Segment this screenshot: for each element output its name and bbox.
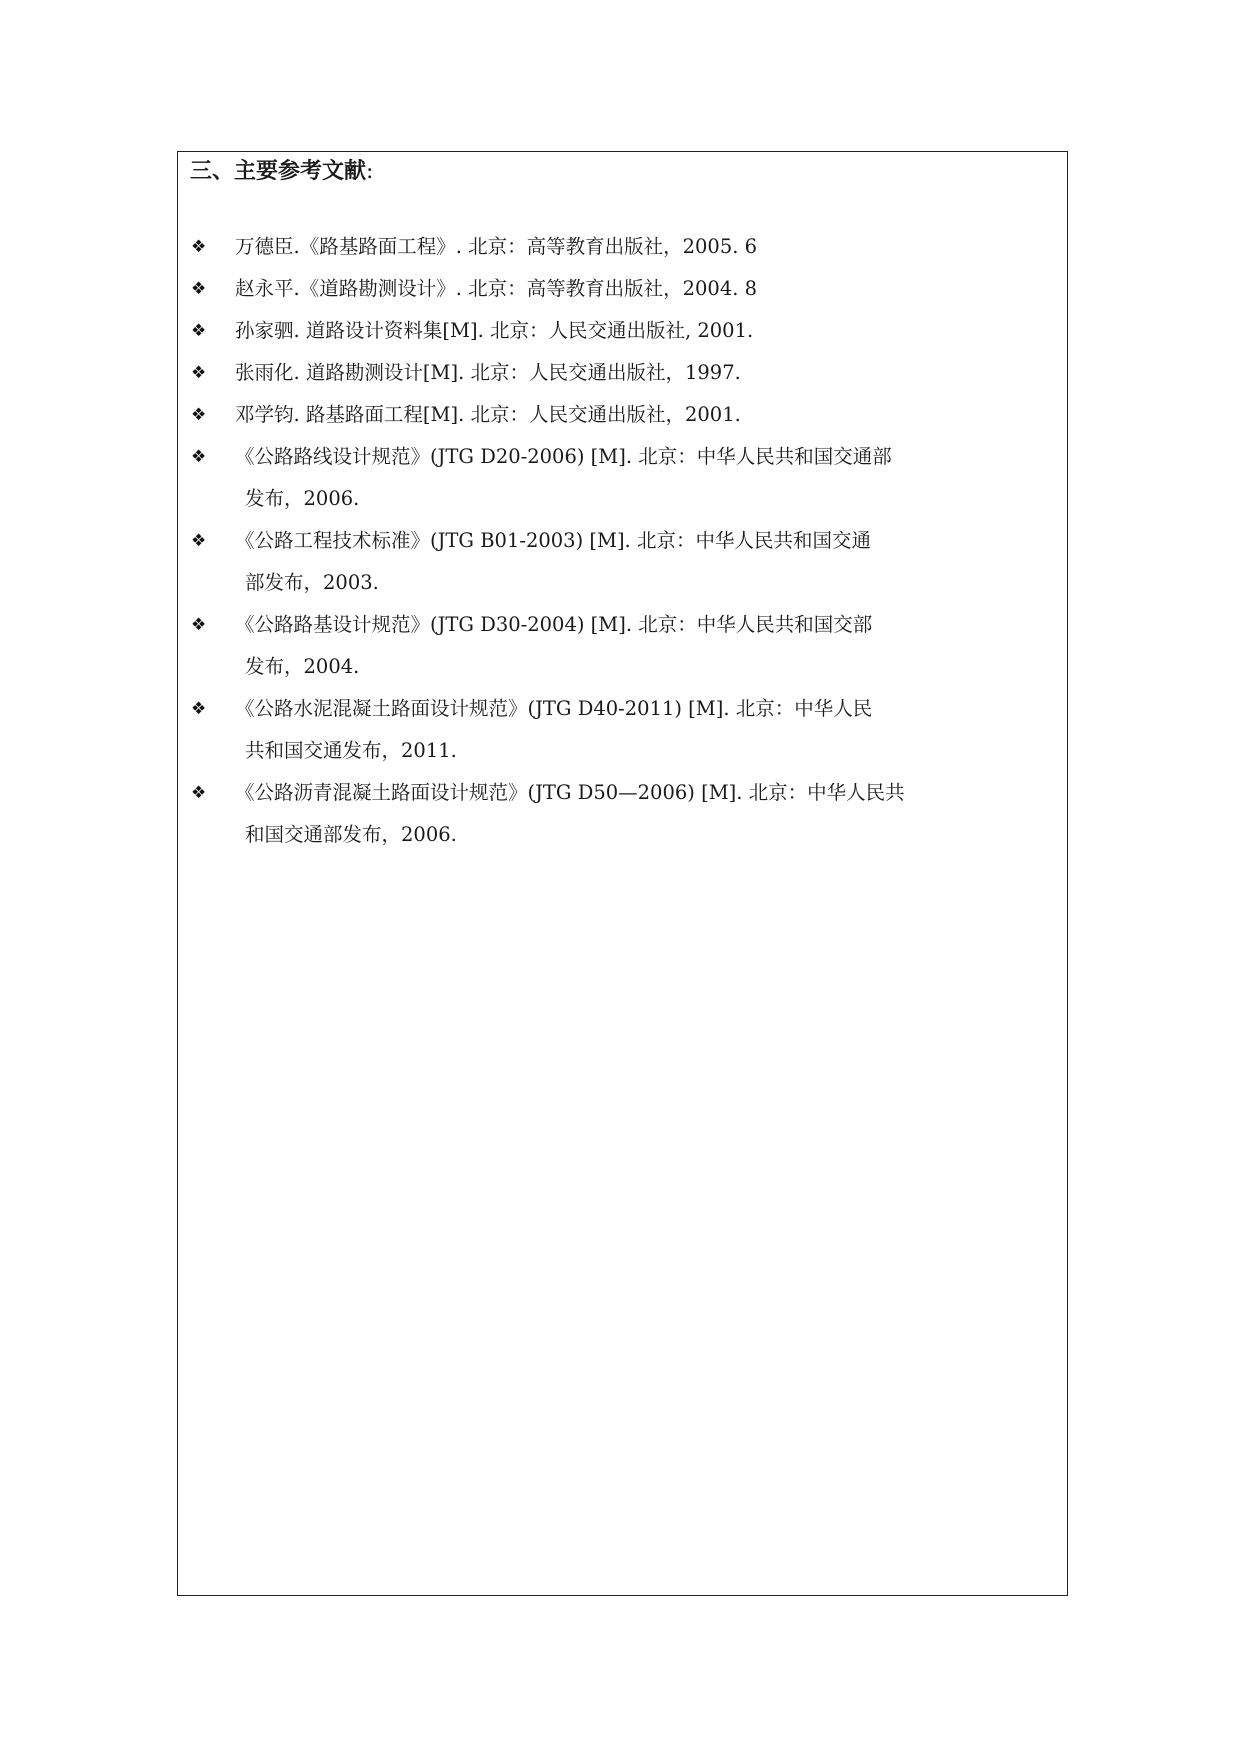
diamond-bullet-icon: ❖ xyxy=(191,237,207,257)
reference-list xyxy=(178,226,1067,856)
reference-item-7 xyxy=(178,520,1067,604)
diamond-bullet-icon: ❖ xyxy=(191,363,207,383)
reference-item-5 xyxy=(178,394,1067,436)
section-heading-colon: : xyxy=(366,159,374,184)
section-heading xyxy=(190,156,373,187)
reference-text: 万德臣.《路基路面工程》. 北京：高等教育出版社，2005. 6 xyxy=(235,235,758,258)
reference-text: 邓学钧. 路基路面工程[M]. 北京：人民交通出版社，2001. xyxy=(235,403,741,426)
reference-item-10 xyxy=(178,772,1067,856)
reference-text: 《公路路基设计规范》(JTG D30-2004) [M]. 北京：中华人民共和国交部 xyxy=(235,613,873,636)
reference-text-continuation: 和国交通部发布，2006. xyxy=(245,823,457,846)
reference-text-continuation: 发布，2004. xyxy=(245,655,360,678)
reference-text: 《公路路线设计规范》(JTG D20-2006) [M]. 北京：中华人民共和国交通部 xyxy=(235,445,892,468)
diamond-bullet-icon: ❖ xyxy=(191,279,207,299)
reference-text: 孙家驷. 道路设计资料集[M]. 北京：人民交通出版社, 2001. xyxy=(235,319,754,342)
reference-item-2 xyxy=(178,268,1067,310)
reference-text-continuation: 发布，2006. xyxy=(245,487,360,510)
reference-text: 赵永平.《道路勘测设计》. 北京：高等教育出版社，2004. 8 xyxy=(235,277,758,300)
diamond-bullet-icon: ❖ xyxy=(191,321,207,341)
diamond-bullet-icon: ❖ xyxy=(191,699,207,719)
reference-text: 《公路工程技术标准》(JTG B01-2003) [M]. 北京：中华人民共和国交通 xyxy=(235,529,871,552)
reference-item-8 xyxy=(178,604,1067,688)
reference-text-continuation: 共和国交通发布，2011. xyxy=(245,739,457,762)
reference-item-6 xyxy=(178,436,1067,520)
reference-text: 张雨化. 道路勘测设计[M]. 北京：人民交通出版社，1997. xyxy=(235,361,741,384)
reference-item-4 xyxy=(178,352,1067,394)
reference-text: 《公路水泥混凝土路面设计规范》(JTG D40-2011) [M]. 北京：中华人民 xyxy=(235,697,873,720)
reference-text: 《公路沥青混凝土路面设计规范》(JTG D50—2006) [M]. 北京：中华人民共 xyxy=(235,781,905,804)
reference-item-1 xyxy=(178,226,1067,268)
reference-text-continuation: 部发布，2003. xyxy=(245,571,379,594)
diamond-bullet-icon: ❖ xyxy=(191,405,207,425)
diamond-bullet-icon: ❖ xyxy=(191,783,207,803)
reference-item-9 xyxy=(178,688,1067,772)
section-heading-text: 三、主要参考文献 xyxy=(190,158,367,184)
diamond-bullet-icon: ❖ xyxy=(191,531,207,551)
reference-item-3 xyxy=(178,310,1067,352)
diamond-bullet-icon: ❖ xyxy=(191,447,207,467)
diamond-bullet-icon: ❖ xyxy=(191,615,207,635)
reference-table-cell xyxy=(177,151,1068,1596)
